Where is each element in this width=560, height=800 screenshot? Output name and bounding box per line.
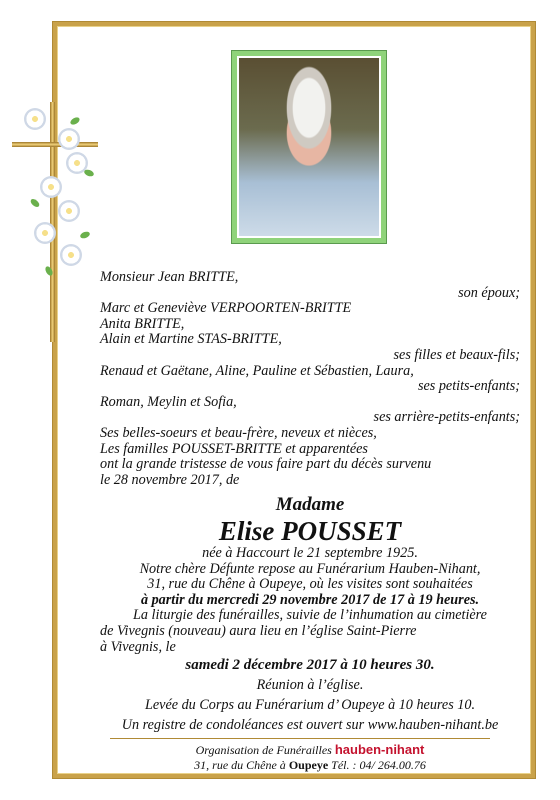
- flower-icon: [60, 244, 82, 266]
- birth-line: née à Haccourt le 21 septembre 1925.: [202, 545, 418, 561]
- family-list: [100, 270, 520, 488]
- deceased-block: [100, 494, 520, 546]
- funeral-address: [100, 758, 520, 773]
- deceased-title: Madame: [275, 494, 345, 515]
- flower-icon: [58, 128, 80, 150]
- family-line: ses arrière-petits-enfants;: [373, 409, 520, 426]
- cross-vertical-bar: [50, 102, 55, 342]
- family-line: Les familles POUSSET-BRITTE et apparentées: [100, 440, 368, 457]
- flower-icon: [34, 222, 56, 244]
- family-line: Renaud et Gaëtane, Aline, Pauline et Sébastien, Laura,: [100, 362, 414, 379]
- levee-line: Levée du Corps au Funérarium d’ Oupeye à 10 heures 10.: [144, 697, 476, 714]
- family-line: Alain et Martine STAS-BRITTE,: [100, 331, 282, 348]
- family-line: Anita BRITTE,: [100, 315, 185, 332]
- liturgy-line: à Vivegnis, le: [100, 638, 176, 655]
- details-block: [100, 546, 520, 735]
- address-prefix: 31, rue du Chêne à: [194, 758, 286, 772]
- register-line: Un registre de condoléances est ouvert sur www.hauben-nihant.be: [121, 717, 499, 734]
- flower-icon: [58, 200, 80, 222]
- liturgy-line: La liturgie des funérailles, suivie de l’inhumation au cimetière: [133, 607, 487, 624]
- cross-horizontal-bar: [12, 142, 98, 147]
- family-line: Marc et Geneviève VERPOORTEN-BRITTE: [100, 300, 352, 317]
- family-line: ont la grande tristesse de vous faire part du décès survenu: [100, 456, 432, 473]
- portrait-photo: [237, 56, 381, 238]
- repose-line: Notre chère Défunte repose au Funérarium Hauben-Nihant,: [139, 560, 481, 577]
- visits-line: à partir du mercredi 29 novembre 2017 de 17 à 19 heures.: [140, 591, 480, 608]
- footer-divider: [110, 738, 490, 739]
- funeral-date: samedi 2 décembre 2017 à 10 heures 30.: [185, 657, 435, 674]
- repose-line: 31, rue du Chêne à Oupeye, où les visites sont souhaitées: [147, 576, 473, 593]
- flower-icon: [40, 176, 62, 198]
- flower-icon: [24, 108, 46, 130]
- family-line: Monsieur Jean BRITTE,: [100, 269, 239, 285]
- family-line: Ses belles-soeurs et beau-frère, neveux et nièces,: [100, 424, 377, 441]
- leaf-icon: [29, 197, 41, 208]
- address-phone: Tél. : 04/ 264.00.76: [331, 758, 426, 772]
- deceased-name: Elise POUSSET: [218, 516, 402, 546]
- family-line: Roman, Meylin et Sofia,: [100, 393, 237, 410]
- family-line: ses filles et beaux-fils;: [393, 346, 520, 363]
- family-line: son époux;: [458, 284, 520, 301]
- org-prefix: Organisation de Funérailles: [195, 743, 332, 757]
- address-city: Oupeye: [288, 758, 329, 772]
- meeting-line: Réunion à l’église.: [256, 677, 364, 694]
- brand-logo: hauben-nihant: [334, 742, 425, 757]
- family-line: le 28 novembre 2017, de: [100, 471, 240, 488]
- portrait-frame: [231, 50, 387, 244]
- liturgy-line: de Vivegnis (nouveau) aura lieu en l’église Saint-Pierre: [100, 622, 417, 639]
- funeral-organisation: [100, 742, 520, 758]
- family-line: ses petits-enfants;: [417, 378, 520, 395]
